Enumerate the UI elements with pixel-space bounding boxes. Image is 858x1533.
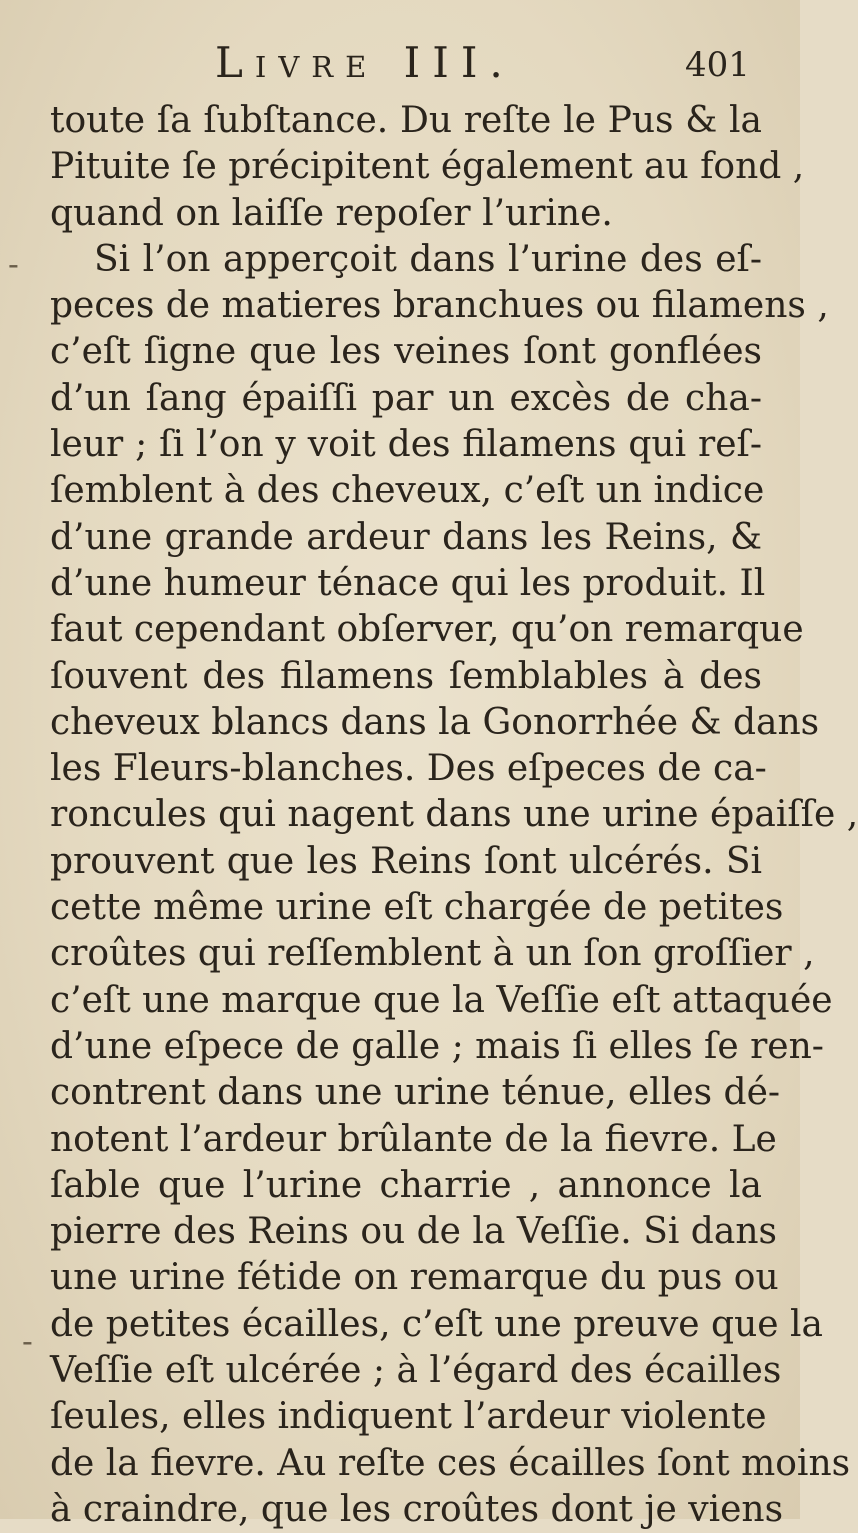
text-line: ſouvent des filamens ſemblables à des xyxy=(50,655,762,697)
text-line: c’eſt ſigne que les veines ſont gonflées xyxy=(50,331,762,373)
text-line: d’une humeur ténace qui les produit. Il xyxy=(50,562,766,604)
text-line: une urine fétide on remarque du pus ou xyxy=(50,1257,779,1299)
text-line: leur ; ſi l’on y voit des filamens qui reſ- xyxy=(50,424,762,466)
text-line: faut cependant obſerver, qu’on remarque xyxy=(50,609,804,651)
page-header xyxy=(0,38,800,88)
text-line: cheveux blancs dans la Gonorrhée & dans xyxy=(50,701,820,743)
margin-mark: - xyxy=(8,245,19,283)
text-line: ſable que l’urine charrie , annonce la xyxy=(50,1164,762,1206)
text-line: à craindre, que les croûtes dont je viens xyxy=(50,1488,784,1530)
text-line: quand on laiſſe repoſer l’urine. xyxy=(50,192,613,234)
text-line: d’une eſpece de galle ; mais ſi elles ſe ren- xyxy=(50,1025,824,1067)
page-number: 401 xyxy=(685,45,750,85)
text-line: croûtes qui reſſemblent à un ſon groſſier , xyxy=(50,933,815,975)
text-line: ſeules, elles indiquent l’ardeur violente xyxy=(50,1396,767,1438)
text-line: contrent dans une urine ténue, elles dé- xyxy=(50,1072,781,1114)
body-text xyxy=(50,98,858,1533)
running-title: Livre III. xyxy=(215,38,515,87)
text-line: cette même urine eſt chargée de petites xyxy=(50,887,784,929)
text-line: d’une grande ardeur dans les Reins, & xyxy=(50,516,762,558)
text-line: de la fievre. Au reſte ces écailles ſont moins xyxy=(50,1442,851,1484)
text-line: peces de matieres branchues ou filamens , xyxy=(50,285,829,327)
text-line: Veſſie eſt ulcérée ; à l’égard des écailles xyxy=(50,1350,782,1392)
text-line: ſemblent à des cheveux, c’eſt un indice xyxy=(50,470,765,512)
margin-mark: - xyxy=(22,1322,33,1360)
text-line: de petites écailles, c’eſt une preuve que la xyxy=(50,1303,823,1345)
text-line: Pituite ſe précipitent également au fond , xyxy=(50,146,805,188)
text-line: toute ſa ſubſtance. Du reſte le Pus & la xyxy=(50,100,762,141)
text-line: Si l’on apperçoit dans l’urine des eſ- xyxy=(94,238,762,280)
text-line: roncules qui nagent dans une urine épaiſſe , xyxy=(50,794,858,836)
text-line: prouvent que les Reins ſont ulcérés. Si xyxy=(50,840,762,882)
text-line: c’eſt une marque que la Veſſie eſt attaquée xyxy=(50,979,833,1021)
text-line: pierre des Reins ou de la Veſſie. Si dans xyxy=(50,1211,777,1253)
text-line: notent l’ardeur brûlante de la fievre. Le xyxy=(50,1118,777,1160)
text-line: d’un ſang épaiſſi par un excès de cha- xyxy=(50,377,762,419)
text-line: les Fleurs-blanches. Des eſpeces de ca- xyxy=(50,748,767,790)
